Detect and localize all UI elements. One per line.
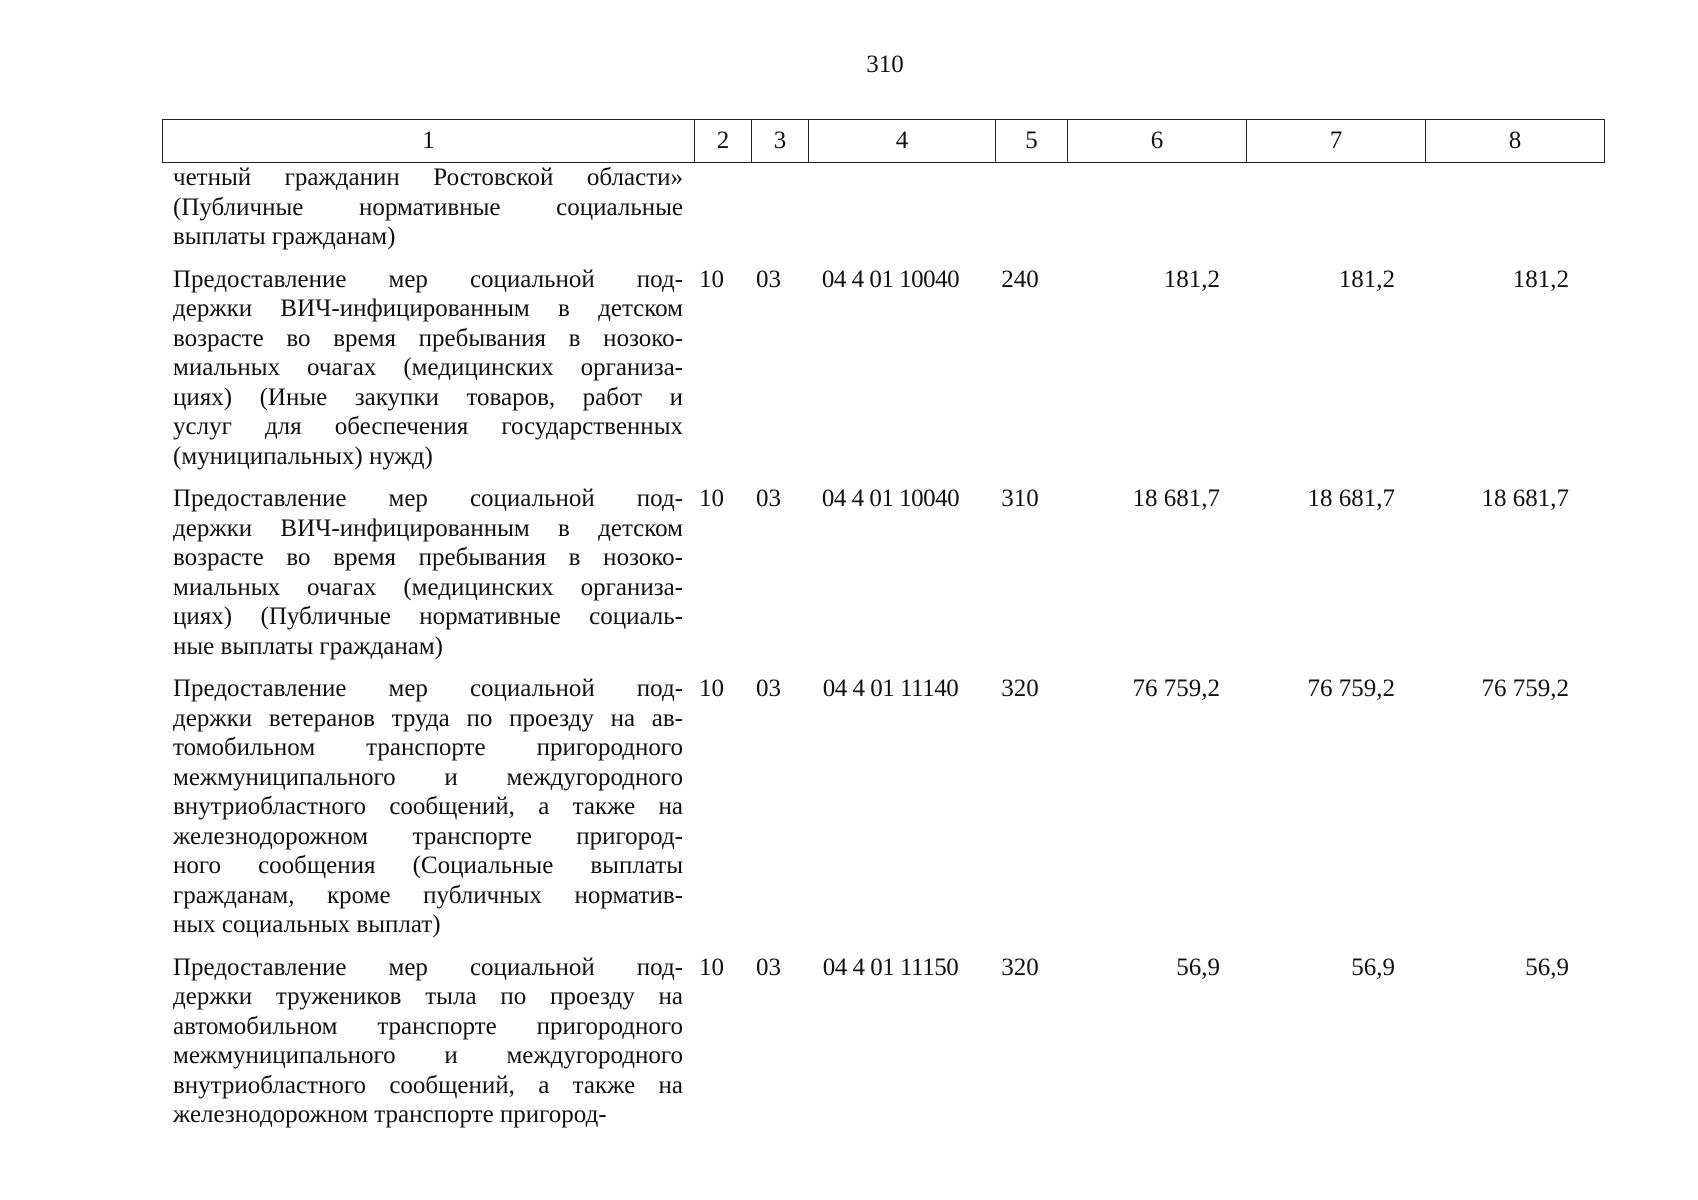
amount-year-3: 181,2	[1512, 265, 1569, 293]
header-col-7: 7	[1247, 120, 1426, 163]
target-article-code: 04 4 01 11150	[822, 953, 959, 981]
section-code: 10	[699, 485, 724, 512]
amount-year-3: 18 681,7	[1481, 485, 1569, 512]
table-row	[162, 674, 1604, 940]
table-row	[162, 484, 1604, 661]
amount-year-1: 76 759,2	[1132, 675, 1220, 702]
description-line: миальных очагах (медицинских организа-	[173, 354, 683, 381]
amount-year-1: 181,2	[1163, 265, 1220, 293]
subsection-code	[740, 163, 797, 252]
description-line: Предоставление мер социальной под-	[173, 953, 683, 981]
description-line: (Публичные нормативные социальные	[173, 193, 683, 221]
target-article-code: 04 4 01 10040	[821, 485, 960, 512]
description-line: автомобильном транспорте пригородного	[173, 1012, 683, 1040]
description-line: железнодорожном транспорте пригород-	[173, 822, 683, 850]
description-line: циях) (Иные закупки товаров, работ и	[173, 383, 683, 411]
description-line: держки тружеников тыла по проезду на	[173, 983, 683, 1010]
row-description	[162, 674, 683, 940]
description-line: ного сообщения (Социальные выплаты	[173, 852, 683, 879]
row-description	[162, 265, 683, 472]
amount-year-1: 18 681,7	[1132, 485, 1220, 512]
description-line: держки ветеранов труда по проезду на ав-	[173, 704, 683, 732]
amount-year-1: 56,9	[1176, 953, 1220, 981]
row-description	[162, 953, 683, 1130]
description-line: (муниципальных) нужд)	[173, 442, 433, 470]
section-code: 10	[699, 953, 724, 981]
page-number: 310	[866, 51, 904, 78]
expense-type-code: 310	[1001, 485, 1039, 512]
section-code: 10	[699, 675, 724, 702]
row-description	[162, 163, 683, 252]
expense-type-code: 320	[1001, 953, 1039, 981]
subsection-code: 03	[756, 265, 781, 293]
header-col-5: 5	[996, 120, 1068, 163]
budget-table-body	[162, 163, 1604, 1143]
description-line: Предоставление мер социальной под-	[173, 265, 683, 293]
target-article-code: 04 4 01 11140	[822, 675, 959, 702]
table-row	[162, 953, 1604, 1130]
header-col-1: 1	[163, 120, 695, 163]
amount-year-3	[1406, 163, 1580, 252]
target-article-code: 04 4 01 10040	[821, 265, 960, 293]
subsection-code: 03	[756, 485, 781, 512]
table-row	[162, 163, 1604, 252]
description-line: возрасте во время пребывания в нозоко-	[173, 544, 683, 571]
amount-year-3: 56,9	[1525, 953, 1569, 981]
amount-year-2	[1231, 163, 1406, 252]
header-col-8: 8	[1426, 120, 1605, 163]
row-description	[162, 484, 683, 661]
header-col-3: 3	[752, 120, 809, 163]
header-col-6: 6	[1068, 120, 1247, 163]
description-line: межмуниципального и междугородного	[173, 1042, 683, 1069]
target-article-code	[797, 163, 984, 252]
header-row	[163, 120, 1605, 163]
amount-year-3: 76 759,2	[1481, 675, 1569, 702]
description-line: ные выплаты гражданам)	[173, 632, 443, 660]
column-number-header	[162, 119, 1605, 163]
section-code: 10	[699, 265, 724, 293]
expense-type-code	[984, 163, 1056, 252]
table-row	[162, 265, 1604, 472]
header-col-2: 2	[695, 120, 752, 163]
description-line: выплаты гражданам)	[173, 223, 396, 250]
section-code	[683, 163, 740, 252]
amount-year-2: 76 759,2	[1307, 675, 1395, 702]
description-line: ных социальных выплат)	[173, 911, 441, 938]
description-line: услуг для обеспечения государственных	[173, 413, 683, 440]
amount-year-1	[1056, 163, 1231, 252]
description-line: железнодорожном транспорте пригород-	[173, 1101, 607, 1128]
amount-year-2: 18 681,7	[1307, 485, 1395, 512]
description-line: держки ВИЧ-инфицированным в детском	[173, 514, 683, 542]
description-line: Предоставление мер социальной под-	[173, 675, 683, 702]
description-line: держки ВИЧ-инфицированным в детском	[173, 295, 683, 322]
expense-type-code: 240	[1001, 265, 1039, 293]
description-line: четный гражданин Ростовской области»	[173, 164, 683, 191]
amount-year-2: 181,2	[1338, 265, 1395, 293]
expense-type-code: 320	[1001, 675, 1039, 702]
header-col-4: 4	[809, 120, 996, 163]
subsection-code: 03	[756, 953, 781, 981]
description-line: гражданам, кроме публичных норматив-	[173, 881, 683, 909]
amount-year-2: 56,9	[1351, 953, 1395, 981]
description-line: Предоставление мер социальной под-	[173, 485, 683, 512]
description-line: томобильном транспорте пригородного	[173, 734, 683, 761]
description-line: межмуниципального и междугородного	[173, 763, 683, 791]
description-line: циях) (Публичные нормативные социаль-	[173, 603, 683, 630]
description-line: внутриобластного сообщений, а также на	[173, 1071, 683, 1099]
subsection-code: 03	[756, 675, 781, 702]
description-line: внутриобластного сообщений, а также на	[173, 793, 683, 820]
description-line: миальных очагах (медицинских организа-	[173, 573, 683, 601]
description-line: возрасте во время пребывания в нозоко-	[173, 324, 683, 352]
